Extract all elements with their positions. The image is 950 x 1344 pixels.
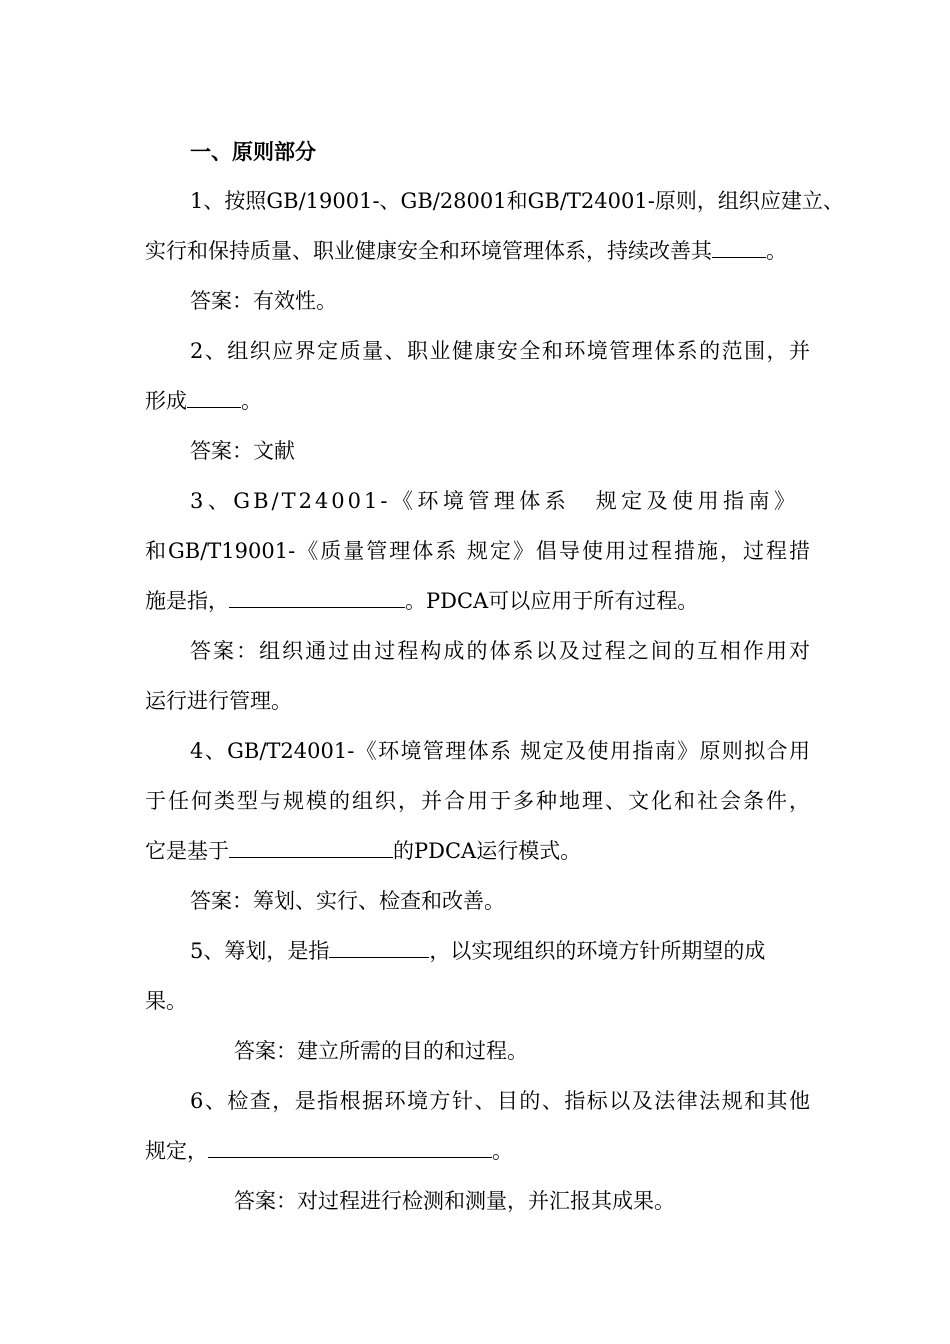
answer-blank bbox=[208, 1137, 492, 1158]
answer-blank bbox=[229, 587, 405, 608]
answer-blank bbox=[187, 387, 241, 408]
answer-blank bbox=[229, 837, 393, 858]
answer-3-line-2: 运行进行管理。 bbox=[145, 689, 292, 713]
question-4-line-1: 4、GB/T24001-《环境管理体系 规定及使用指南》原则拟合用 bbox=[190, 739, 810, 763]
question-2-line-1: 2、组织应界定质量、职业健康安全和环境管理体系的范围，并 bbox=[190, 339, 810, 363]
question-3-line-3: 施是指， 。PDCA可以应用于所有过程。 bbox=[145, 589, 699, 613]
answer-blank bbox=[712, 237, 766, 258]
answer-5: 答案：建立所需的目的和过程。 bbox=[234, 1039, 528, 1063]
answer-3-line-1: 答案：组织通过由过程构成的体系以及过程之间的互相作用对 bbox=[190, 639, 810, 663]
question-3-line-2: 和GB/T19001-《质量管理体系 规定》倡导使用过程措施，过程措 bbox=[145, 539, 810, 563]
question-4-line-2: 于任何类型与规模的组织，并合用于多种地理、文化和社会条件， bbox=[145, 789, 810, 813]
answer-4: 答案：筹划、实行、检查和改善。 bbox=[190, 889, 505, 913]
answer-1: 答案：有效性。 bbox=[190, 289, 337, 313]
question-6-line-2: 规定， 。 bbox=[145, 1139, 513, 1163]
section-heading: 一、原则部分 bbox=[190, 140, 316, 164]
answer-6: 答案：对过程进行检测和测量，并汇报其成果。 bbox=[234, 1189, 675, 1213]
question-1-line-1: 1、按照GB/19001-、GB/28001和GB/T24001-原则，组织应建立、 bbox=[190, 189, 844, 213]
question-5-line-1: 5、筹划，是指 ，以实现组织的环境方针所期望的成 bbox=[190, 939, 766, 963]
answer-2: 答案：文献 bbox=[190, 439, 295, 463]
answer-blank bbox=[329, 937, 429, 958]
question-1-line-2: 实行和保持质量、职业健康安全和环境管理体系，持续改善其 。 bbox=[145, 239, 787, 263]
question-3-line-1: 3、GB/T24001-《环境管理体系 规定及使用指南》 bbox=[190, 489, 798, 513]
question-4-line-3: 它是基于 的PDCA运行模式。 bbox=[145, 839, 582, 863]
question-5-line-2: 果。 bbox=[145, 989, 187, 1013]
question-2-line-2: 形成 。 bbox=[145, 389, 262, 413]
question-6-line-1: 6、检查，是指根据环境方针、目的、指标以及法律法规和其他 bbox=[190, 1089, 810, 1113]
